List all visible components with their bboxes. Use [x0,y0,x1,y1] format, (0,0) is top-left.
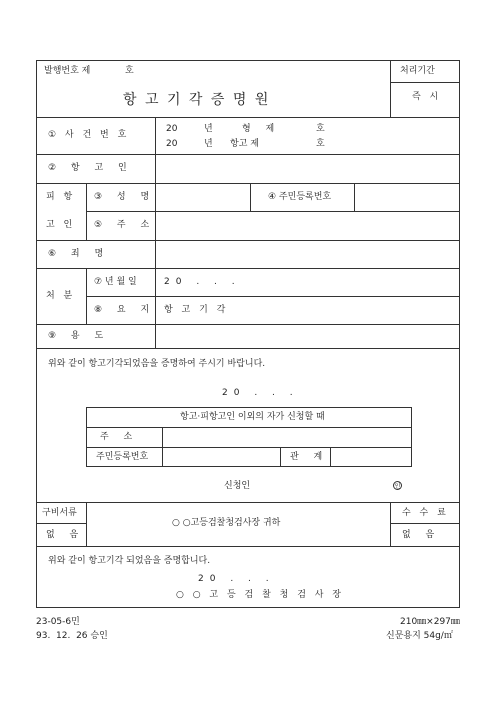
row-line-1 [36,154,460,155]
form-number: 23-05-6민 [36,617,80,627]
summary-label: ⑧ 요 지 [94,305,156,315]
approval-date: 93. 12. 26 승인 [36,631,108,641]
purpose-label: ⑨ 용 도 [48,331,110,341]
row-line-6 [86,296,460,297]
charge-label: ⑥ 죄 명 [48,249,110,259]
header-divider [390,60,391,117]
case-line2-year: 20 [166,139,178,149]
appellant-label: ② 항 고 인 [48,163,133,173]
issuer: ○ ○ 고 등 검 찰 청 검 사 장 [176,590,345,600]
row-line-7 [36,324,460,325]
paper-type: 신문용지 54g/㎡ [386,631,453,641]
header-divider-right [390,82,460,83]
case-line1-suffix: 호 [316,124,325,134]
footer-left-col [86,502,87,546]
addressee: ○ ○고등검찰청검사장 귀하 [172,518,281,528]
case-line2-type: 항고 제 [230,139,259,149]
respondent-group-label-1: 피 항 [46,192,76,202]
case-line1-type: 형 제 [242,124,281,134]
issue-no-suffix: 호 [125,66,134,76]
name-label: ③ 성 명 [94,192,156,202]
certify-text: 위와 같이 항고기각 되었음을 증명합니다. [48,556,211,566]
footer-right-split [390,523,460,524]
respondent-group-label-2: 고 인 [46,220,76,230]
other-applicant-col-1 [162,427,163,467]
processing-period-label: 처리기간 [400,66,435,76]
footer-mid-line [36,546,460,547]
date-value: 20 . . . [164,277,241,287]
other-applicant-relation-label: 관 계 [290,452,329,462]
date-label: ⑦ 년 월 일 [94,277,137,287]
other-applicant-heading: 항고·피항고인 이외의 자가 신청할 때 [180,412,325,422]
case-line1-year-unit: 년 [204,124,213,134]
page-title: 항 고 기 각 증 명 원 [123,92,271,108]
row-line-5 [36,268,460,269]
processing-period-value: 즉 시 [412,92,442,102]
other-applicant-line-2 [86,447,412,448]
row-line-4 [36,240,460,241]
row-line-8 [36,348,460,349]
other-applicant-col-2 [280,447,281,467]
resident-no-label: ④ 주민등록번호 [268,192,332,202]
group-column-line-a [86,183,87,240]
row-line-3 [86,211,460,212]
other-applicant-address-label: 주 소 [100,432,139,442]
group-column-line-b [86,268,87,324]
other-applicant-col-3 [330,447,331,467]
seal-mark: 인 [394,483,401,490]
request-text: 위와 같이 항고기각되었음을 증명하여 주시기 바랍니다. [48,359,266,369]
docs-value: 없 음 [46,530,85,540]
case-no-label: ① 사 건 번 호 [48,130,130,140]
footer-left-split [36,523,86,524]
footer-top-line [36,502,460,503]
case-line2-suffix: 호 [316,139,325,149]
row-line-2 [36,183,460,184]
other-applicant-line-1 [86,427,412,428]
header-bottom-line [36,117,460,118]
footer-right-col [390,502,391,546]
certify-date: 20 . . . [198,574,275,584]
applicant-label: 신청인 [224,481,251,491]
summary-value: 항 고 기 각 [164,305,229,315]
disposition-group-label: 처 분 [46,291,76,301]
resident-col-right [354,183,355,211]
case-line2-year-unit: 년 [204,139,213,149]
docs-label: 구비서류 [42,508,77,518]
case-line1-year: 20 [166,124,178,134]
fee-label: 수 수 료 [402,508,449,518]
resident-col-left [250,183,251,211]
issue-no-label: 발행번호 제 [44,66,91,76]
address-label: ⑤ 주 소 [94,220,156,230]
request-date: 20 . . . [222,388,299,398]
other-applicant-resident-no-label: 주민등록번호 [96,452,149,462]
fee-value: 없 음 [402,530,441,540]
paper-size: 210㎜×297㎜ [400,617,460,627]
